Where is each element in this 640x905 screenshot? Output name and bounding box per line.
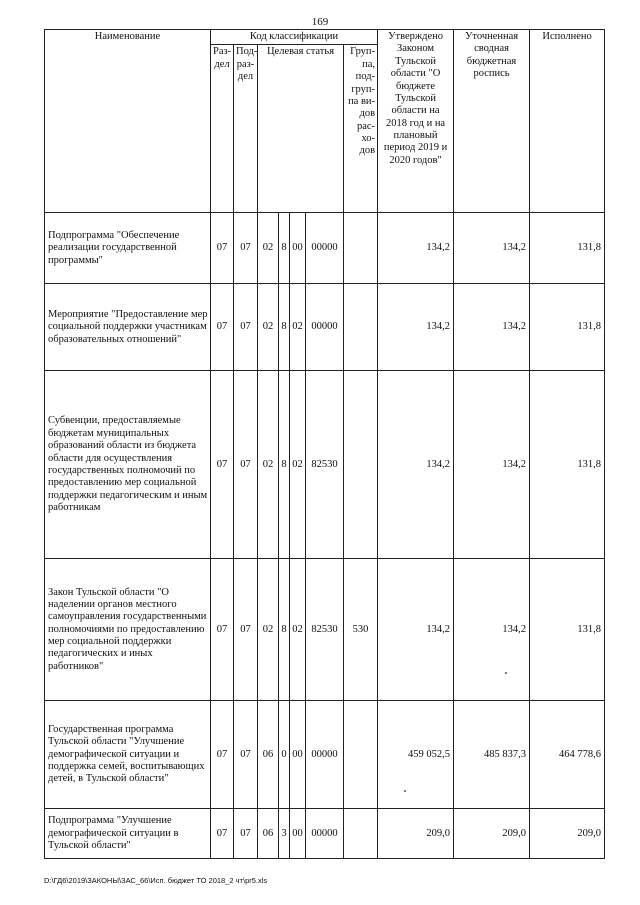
- header-name: Наименование: [45, 30, 211, 213]
- row-subsection: 07: [234, 809, 258, 859]
- row-subsection: 07: [234, 213, 258, 284]
- row-subsection: 07: [234, 284, 258, 371]
- row-name: Государственная программа Тульской области "Улучшение демографической ситуации и поддержка семей, воспитывающих детей, в Тульской области": [45, 701, 211, 809]
- table-row: [45, 701, 605, 809]
- row-section: 07: [211, 213, 234, 284]
- row-executed: 131,8: [530, 371, 605, 559]
- table-row: [45, 213, 605, 284]
- row-target-subprogram: 8: [279, 371, 290, 559]
- row-expense-group: [344, 809, 378, 859]
- row-approved: 134,2: [378, 371, 454, 559]
- row-target-program: 02: [258, 559, 279, 701]
- row-approved: 459 052,5: [378, 701, 454, 809]
- header-executed: Исполнено: [530, 30, 605, 213]
- row-name: Закон Тульской области "О наделении органов местного самоуправления государственными полномочиями по предоставлению мер социальной поддержки педагогических и иных работников": [45, 559, 211, 701]
- row-revised: 134,2: [454, 559, 530, 701]
- row-executed: 131,8: [530, 559, 605, 701]
- row-target-subprogram: 0: [279, 701, 290, 809]
- row-approved: 134,2: [378, 559, 454, 701]
- table-row: [45, 809, 605, 859]
- row-revised: 134,2: [454, 284, 530, 371]
- row-name: Подпрограмма "Обеспечение реализации государственной программы": [45, 213, 211, 284]
- row-executed: 131,8: [530, 213, 605, 284]
- row-expense-group: [344, 371, 378, 559]
- row-section: 07: [211, 701, 234, 809]
- row-subsection: 07: [234, 371, 258, 559]
- row-executed: 209,0: [530, 809, 605, 859]
- row-target-activity: 02: [290, 559, 306, 701]
- table-row: [45, 559, 605, 701]
- row-name: Субвенции, предоставляемые бюджетам муниципальных образований области из бюджета области для осуществления государственных полномочий по предоставлению мер социальной поддержки педагогическим и иным работникам: [45, 371, 211, 559]
- row-revised: 134,2: [454, 371, 530, 559]
- row-target-subprogram: 3: [279, 809, 290, 859]
- row-section: 07: [211, 284, 234, 371]
- header-section: Раз- дел: [211, 45, 234, 213]
- budget-execution-table: [44, 29, 605, 859]
- row-section: 07: [211, 371, 234, 559]
- row-target-program: 02: [258, 371, 279, 559]
- row-target-direction: 00000: [306, 284, 344, 371]
- row-executed: 464 778,6: [530, 701, 605, 809]
- header-revised: Уточненная сводная бюджетная роспись: [454, 30, 530, 213]
- row-revised: 134,2: [454, 213, 530, 284]
- row-target-subprogram: 8: [279, 213, 290, 284]
- row-revised: 485 837,3: [454, 701, 530, 809]
- row-revised: 209,0: [454, 809, 530, 859]
- row-subsection: 07: [234, 559, 258, 701]
- row-subsection: 07: [234, 701, 258, 809]
- row-expense-group: [344, 213, 378, 284]
- row-target-activity: 02: [290, 284, 306, 371]
- row-expense-group: [344, 284, 378, 371]
- row-target-direction: 00000: [306, 213, 344, 284]
- row-expense-group: [344, 701, 378, 809]
- scan-speck: [505, 672, 507, 674]
- row-approved: 134,2: [378, 213, 454, 284]
- row-target-activity: 00: [290, 701, 306, 809]
- row-section: 07: [211, 809, 234, 859]
- row-target-direction: 82530: [306, 371, 344, 559]
- row-target-subprogram: 8: [279, 284, 290, 371]
- row-name: Мероприятие "Предоставление мер социальной поддержки участникам образовательных отношений": [45, 284, 211, 371]
- table-row: [45, 371, 605, 559]
- row-target-program: 06: [258, 701, 279, 809]
- row-approved: 209,0: [378, 809, 454, 859]
- row-approved: 134,2: [378, 284, 454, 371]
- row-target-direction: 00000: [306, 809, 344, 859]
- row-name: Подпрограмма "Улучшение демографической ситуации в Тульской области": [45, 809, 211, 859]
- table-row: [45, 284, 605, 371]
- header-subsection: Под- раз- дел: [234, 45, 258, 213]
- page-number: 169: [311, 16, 329, 28]
- header-expense-group: Груп- па, под- груп- па ви- дов рас- хо- дов: [344, 45, 378, 213]
- header-approved: Утверждено Законом Тульской области "О бюджете Тульской области на 2018 год и на плановый период 2019 и 2020 годов": [378, 30, 454, 213]
- scan-speck: [404, 790, 406, 792]
- file-path-footer: D:\ГД6\2019\ЗАКОНЫ\ЗАС_66\Исп. бюджет ТО 2018_2 чт\pr5.xls: [44, 876, 268, 885]
- header-target-article: Целевая статья: [258, 45, 344, 213]
- row-target-activity: 02: [290, 371, 306, 559]
- row-target-program: 02: [258, 284, 279, 371]
- header-classification: Код классификации: [211, 30, 378, 45]
- row-target-program: 02: [258, 213, 279, 284]
- row-target-activity: 00: [290, 213, 306, 284]
- row-expense-group: 530: [344, 559, 378, 701]
- row-target-subprogram: 8: [279, 559, 290, 701]
- row-executed: 131,8: [530, 284, 605, 371]
- row-section: 07: [211, 559, 234, 701]
- row-target-activity: 00: [290, 809, 306, 859]
- row-target-program: 06: [258, 809, 279, 859]
- row-target-direction: 00000: [306, 701, 344, 809]
- row-target-direction: 82530: [306, 559, 344, 701]
